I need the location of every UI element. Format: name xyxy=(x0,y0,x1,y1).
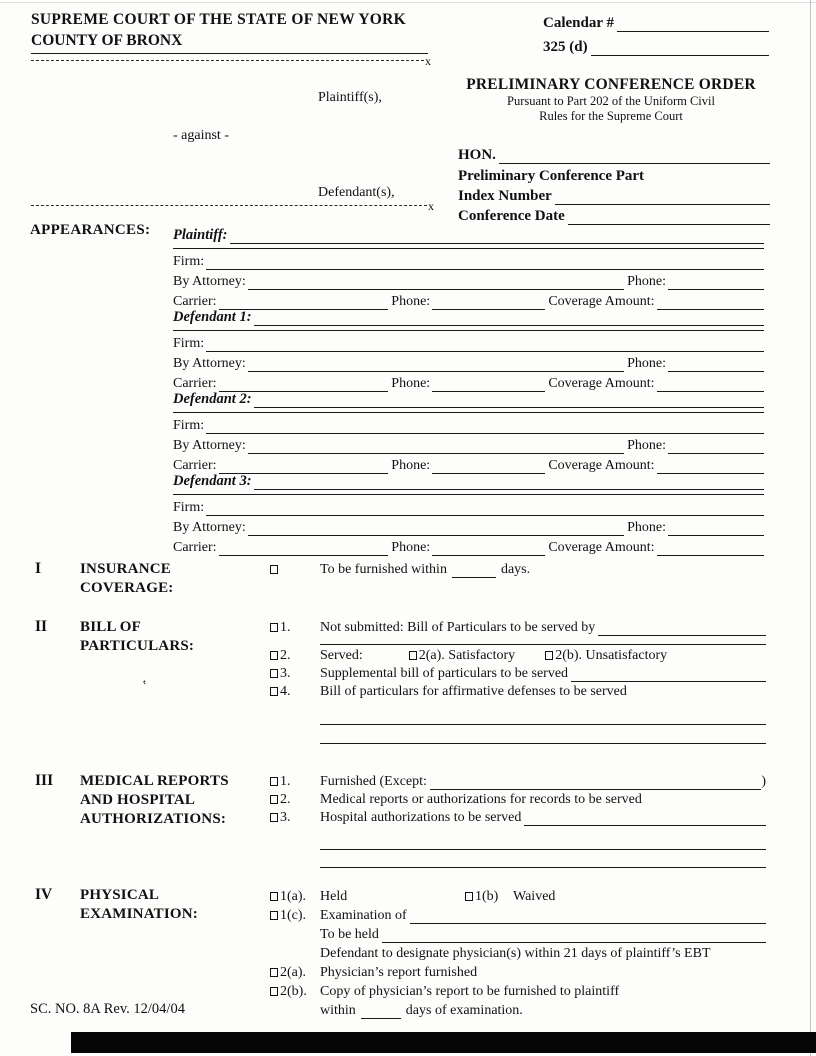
court-header xyxy=(31,11,431,66)
section-items xyxy=(270,772,766,868)
item-text: Furnished (Except: xyxy=(320,774,427,789)
item-number: 4. xyxy=(280,684,291,699)
party-name-label: Plaintiff: xyxy=(173,227,228,243)
defendant3-coverage-amount-field[interactable] xyxy=(657,546,765,556)
carrier-label: Carrier: xyxy=(173,376,217,391)
plaintiff-name-cont-field[interactable] xyxy=(173,244,764,249)
form-code: 325 (d) xyxy=(543,39,588,55)
defendant1-name-cont-field[interactable] xyxy=(173,326,764,331)
section-title xyxy=(80,886,270,1019)
section-items xyxy=(270,886,766,1019)
plaintiff-firm-field[interactable] xyxy=(206,260,764,270)
judge-and-index-block xyxy=(458,144,770,225)
attorney-label: By Attorney: xyxy=(173,520,246,535)
bp-served-by-cont-field[interactable] xyxy=(320,636,766,645)
carrier-label: Carrier: xyxy=(173,458,217,473)
form-revision-footer: SC. NO. 8A Rev. 12/04/04 xyxy=(30,1001,185,1017)
item-number: 1(a). xyxy=(280,889,307,904)
defendant3-carrier-field[interactable] xyxy=(219,546,389,556)
defendant1-carrier-phone-field[interactable] xyxy=(432,382,545,392)
order-title-block xyxy=(452,76,770,124)
defendant3-name-cont-field[interactable] xyxy=(173,490,764,495)
phone-label: Phone: xyxy=(627,520,666,535)
scan-edge-right xyxy=(810,0,812,1056)
plaintiff-attorney-phone-field[interactable] xyxy=(668,280,764,290)
scan-bottom-bar xyxy=(71,1032,816,1053)
checkbox-bp-served-satisfactory[interactable] xyxy=(409,651,417,660)
item-number: 1(c). xyxy=(280,908,307,923)
checkbox-pe-report-copy[interactable] xyxy=(270,987,278,996)
section-numeral: III xyxy=(35,772,54,789)
item-text: days. xyxy=(500,562,531,577)
checkbox-pe-waived[interactable] xyxy=(465,892,473,901)
item-text: Examination of xyxy=(320,908,407,923)
checkbox-mr-furnished[interactable] xyxy=(270,777,278,786)
section-items xyxy=(270,618,766,744)
firm-label: Firm: xyxy=(173,336,205,351)
carrier-label: Carrier: xyxy=(173,540,217,555)
caption-divider-bottom xyxy=(31,200,434,211)
phone-label: Phone: xyxy=(627,274,666,289)
item-text: Physician’s report furnished xyxy=(320,965,478,980)
section-physical-examination xyxy=(30,886,766,1019)
divider-dashes xyxy=(31,205,427,206)
party-name-label: Defendant 2: xyxy=(173,391,252,407)
appearance-block-defendant-2 xyxy=(173,392,764,474)
pe-to-be-held-field[interactable] xyxy=(382,933,766,943)
calendar-block xyxy=(543,13,769,56)
judge-name-field[interactable] xyxy=(499,154,770,164)
divider-x: x xyxy=(425,53,431,68)
item-text: Served: xyxy=(320,648,363,663)
divider-x: x xyxy=(428,198,434,213)
item-number: 2(b). xyxy=(280,984,307,999)
item-text: days of examination. xyxy=(405,1003,523,1018)
section-title xyxy=(80,772,270,868)
bp-blank-line[interactable] xyxy=(320,707,766,725)
defendant3-name-field[interactable] xyxy=(254,480,764,490)
defendant2-attorney-phone-field[interactable] xyxy=(668,444,764,454)
bp-blank-line[interactable] xyxy=(320,725,766,744)
item-text: ) xyxy=(761,774,766,789)
item-text: To be held xyxy=(320,927,379,942)
defendant2-carrier-phone-field[interactable] xyxy=(432,464,545,474)
item-text: Supplemental bill of particulars to be served xyxy=(320,666,569,681)
pe-examination-of-field[interactable] xyxy=(410,914,766,924)
checkbox-pe-held[interactable] xyxy=(270,892,278,901)
checkbox-insurance-to-be-furnished[interactable] xyxy=(270,565,278,574)
checkbox-bp-supplemental[interactable] xyxy=(270,669,278,678)
section-title-line: AND HOSPITAL xyxy=(80,792,196,808)
mr-blank-line[interactable] xyxy=(320,832,766,850)
party-name-label: Defendant 1: xyxy=(173,309,252,325)
item-number: 2. xyxy=(280,648,291,663)
bp-served-by-field[interactable] xyxy=(598,626,766,636)
item-number: 2. xyxy=(280,792,291,807)
item-text: Not submitted: Bill of Particulars to be served by xyxy=(320,620,596,635)
calendar-number-field[interactable] xyxy=(617,22,769,32)
section-title-line: BILL OF xyxy=(80,619,142,635)
coverage-amount-label: Coverage Amount: xyxy=(548,540,655,555)
section-title-line: PARTICULARS: xyxy=(80,638,195,654)
bp-supplemental-date-field[interactable] xyxy=(571,672,766,682)
section-title-line: EXAMINATION: xyxy=(80,906,198,922)
section-insurance-coverage xyxy=(30,560,766,598)
item-number: 3. xyxy=(280,666,291,681)
defendant3-attorney-field[interactable] xyxy=(248,526,624,536)
plaintiff-name-field[interactable] xyxy=(230,234,764,244)
appearance-block-plaintiff xyxy=(173,228,764,310)
defendant2-attorney-field[interactable] xyxy=(248,444,624,454)
index-number-field[interactable] xyxy=(555,195,770,205)
section-title-line: INSURANCE xyxy=(80,561,171,577)
section-bill-of-particulars xyxy=(30,618,766,744)
defendant2-name-field[interactable] xyxy=(254,398,764,408)
item-text: within xyxy=(320,1003,356,1018)
pe-within-days-field[interactable] xyxy=(361,1009,401,1019)
item-text: Hospital authorizations to be served xyxy=(320,810,522,825)
defendants-label: Defendant(s), xyxy=(318,185,395,200)
section-title-line: MEDICAL REPORTS xyxy=(80,773,229,789)
checkbox-bp-affirmative-defenses[interactable] xyxy=(270,687,278,696)
defendant1-attorney-field[interactable] xyxy=(248,362,624,372)
section-title xyxy=(80,560,270,598)
section-numeral: I xyxy=(35,560,42,577)
plaintiff-coverage-amount-field[interactable] xyxy=(657,300,765,310)
mr-hospital-date-field[interactable] xyxy=(524,816,766,826)
defendant3-firm-field[interactable] xyxy=(206,506,764,516)
defendant3-carrier-phone-field[interactable] xyxy=(432,546,545,556)
item-text: Bill of particulars for affirmative defenses to be served xyxy=(320,684,627,699)
firm-label: Firm: xyxy=(173,254,205,269)
phone-label: Phone: xyxy=(391,294,431,309)
firm-label: Firm: xyxy=(173,418,205,433)
defendant1-firm-field[interactable] xyxy=(206,342,764,352)
item-number: 3. xyxy=(280,810,291,825)
index-number-label: Index Number xyxy=(458,188,552,204)
phone-label: Phone: xyxy=(391,458,431,473)
scan-artifact-mark: ‛ xyxy=(142,678,147,694)
against-label: - against - xyxy=(173,128,229,143)
caption-divider-top xyxy=(31,55,431,66)
calendar-label: Calendar # xyxy=(543,15,614,31)
conference-date-field[interactable] xyxy=(568,215,770,225)
attorney-label: By Attorney: xyxy=(173,356,246,371)
coverage-amount-label: Coverage Amount: xyxy=(548,458,655,473)
county-name: COUNTY OF BRONX xyxy=(31,32,183,49)
item-number: 2(a). xyxy=(280,965,307,980)
plaintiff-carrier-phone-field[interactable] xyxy=(432,300,545,310)
item-number: 1. xyxy=(280,774,291,789)
appearance-block-defendant-1 xyxy=(173,310,764,392)
carrier-label: Carrier: xyxy=(173,294,217,309)
form-code-field[interactable] xyxy=(591,46,769,56)
item-text: Defendant to designate physician(s) within 21 days of plaintiff’s EBT xyxy=(320,946,711,961)
checkbox-mr-hospital-authorizations[interactable] xyxy=(270,813,278,822)
defendant2-coverage-amount-field[interactable] xyxy=(657,464,765,474)
item-text: Waived xyxy=(513,889,556,904)
conference-date-label: Conference Date xyxy=(458,208,565,224)
coverage-amount-label: Coverage Amount: xyxy=(548,376,655,391)
attorney-label: By Attorney: xyxy=(173,438,246,453)
coverage-amount-label: Coverage Amount: xyxy=(548,294,655,309)
appearance-block-defendant-3 xyxy=(173,474,764,556)
divider-dashes xyxy=(31,60,424,61)
checkbox-bp-not-submitted[interactable] xyxy=(270,623,278,632)
section-items xyxy=(270,560,766,598)
order-title: PRELIMINARY CONFERENCE ORDER xyxy=(466,76,756,93)
appearances-heading: APPEARANCES: xyxy=(30,222,151,238)
firm-label: Firm: xyxy=(173,500,205,515)
item-text: 2(b). Unsatisfactory xyxy=(555,648,668,663)
item-text: Held xyxy=(320,889,348,904)
defendant1-attorney-phone-field[interactable] xyxy=(668,362,764,372)
mr-blank-line[interactable] xyxy=(320,850,766,868)
defendant1-coverage-amount-field[interactable] xyxy=(657,382,765,392)
phone-label: Phone: xyxy=(627,356,666,371)
appearances-table xyxy=(173,228,764,556)
scan-edge-top xyxy=(0,2,816,3)
order-subtitle-line1: Pursuant to Part 202 of the Uniform Civil xyxy=(507,94,715,108)
phone-label: Phone: xyxy=(391,540,431,555)
checkbox-pe-examination-of[interactable] xyxy=(270,911,278,920)
section-title-line: PHYSICAL xyxy=(80,887,160,903)
phone-label: Phone: xyxy=(391,376,431,391)
checkbox-pe-report-furnished[interactable] xyxy=(270,968,278,977)
section-numeral: IV xyxy=(35,886,53,903)
item-text: To be furnished within xyxy=(320,562,447,577)
checkbox-bp-served[interactable] xyxy=(270,651,278,660)
header-rule xyxy=(31,53,428,54)
item-text: 2(a). Satisfactory xyxy=(418,648,516,663)
item-number: 1(b) xyxy=(475,889,499,904)
party-name-label: Defendant 3: xyxy=(173,473,252,489)
plaintiffs-label: Plaintiff(s), xyxy=(318,90,382,105)
section-title xyxy=(80,618,270,744)
defendant1-name-field[interactable] xyxy=(254,316,764,326)
hon-label: HON. xyxy=(458,147,496,163)
plaintiff-attorney-field[interactable] xyxy=(248,280,624,290)
conference-part-label: Preliminary Conference Part xyxy=(458,168,645,184)
defendant2-name-cont-field[interactable] xyxy=(173,408,764,413)
insurance-days-field[interactable] xyxy=(452,568,496,578)
item-number: 1. xyxy=(280,620,291,635)
defendant3-attorney-phone-field[interactable] xyxy=(668,526,764,536)
order-subtitle-line2: Rules for the Supreme Court xyxy=(539,109,683,123)
section-title-line: AUTHORIZATIONS: xyxy=(80,811,227,827)
section-medical-reports xyxy=(30,772,766,868)
section-title-line: COVERAGE: xyxy=(80,580,174,596)
item-text: Copy of physician’s report to be furnished to plaintiff xyxy=(320,984,620,999)
item-text: Medical reports or authorizations for records to be served xyxy=(320,792,642,807)
attorney-label: By Attorney: xyxy=(173,274,246,289)
mr-furnished-except-field[interactable] xyxy=(430,780,761,790)
checkbox-mr-authorizations-served[interactable] xyxy=(270,795,278,804)
phone-label: Phone: xyxy=(627,438,666,453)
section-numeral: II xyxy=(35,618,48,635)
defendant2-firm-field[interactable] xyxy=(206,424,764,434)
checkbox-bp-served-unsatisfactory[interactable] xyxy=(545,651,553,660)
court-name: SUPREME COURT OF THE STATE OF NEW YORK xyxy=(31,11,407,28)
